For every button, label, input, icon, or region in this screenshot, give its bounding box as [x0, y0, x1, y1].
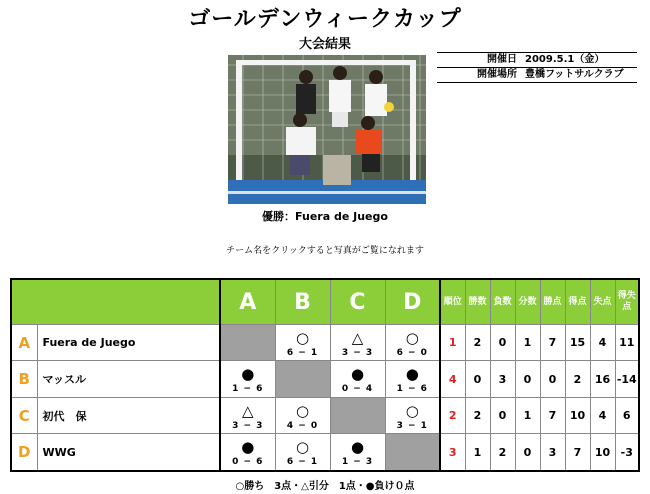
table-row	[11, 361, 639, 397]
stat-goals-against: 16	[590, 361, 615, 397]
stat-points: 3	[540, 434, 565, 471]
team-letter: B	[11, 361, 37, 397]
stat-goal-diff: -3	[615, 434, 639, 471]
col-header-c: C	[330, 279, 385, 325]
result-mark: ○	[295, 328, 310, 347]
stat-goals-for: 15	[565, 325, 590, 361]
stat-header-goal-diff: 得失点	[615, 279, 639, 325]
stat-losses: 0	[490, 397, 515, 433]
team-letter: D	[11, 434, 37, 471]
result-mark: ○	[295, 438, 310, 457]
stat-header-rank: 順位	[440, 279, 465, 325]
col-header-a: A	[220, 279, 275, 325]
result-mark: ●	[241, 438, 255, 457]
stat-header-points: 勝点	[540, 279, 565, 325]
table-header-row	[11, 279, 639, 325]
stat-draws: 1	[515, 397, 540, 433]
event-date-value: 2009.5.1（金）	[525, 54, 605, 65]
stat-points: 0	[540, 361, 565, 397]
result-mark: ○	[405, 328, 419, 347]
result-cell	[385, 325, 440, 361]
team-photo	[228, 55, 426, 204]
team-name-link[interactable]: Fuera de Juego	[37, 325, 220, 361]
stat-wins: 0	[465, 361, 490, 397]
result-score: 6 − 1	[286, 347, 319, 358]
stat-draws: 0	[515, 434, 540, 471]
stat-goals-against: 4	[590, 325, 615, 361]
result-cell-self	[330, 397, 385, 433]
stat-wins: 2	[465, 325, 490, 361]
stat-header-draws: 分数	[515, 279, 540, 325]
stat-losses: 0	[490, 325, 515, 361]
event-venue-value: 豊橋フットサルクラブ	[525, 69, 624, 80]
result-score: 1 − 3	[341, 457, 374, 468]
results-table	[10, 278, 640, 472]
result-score: 6 − 1	[286, 457, 319, 468]
stat-header-goals-for: 得点	[565, 279, 590, 325]
result-cell	[275, 397, 330, 433]
team-letter: A	[11, 325, 37, 361]
table-row	[11, 325, 639, 361]
result-score: 3 − 1	[396, 420, 428, 431]
team-photo-image	[228, 55, 426, 204]
result-mark: ●	[241, 365, 255, 384]
stat-draws: 0	[515, 361, 540, 397]
stat-rank: 4	[440, 361, 465, 397]
page-title: ゴールデンウィークカップ	[188, 7, 462, 32]
page-subtitle: 大会結果	[298, 37, 351, 52]
stat-goal-diff: 6	[615, 397, 639, 433]
result-cell	[220, 397, 275, 433]
result-cell	[385, 361, 440, 397]
col-header-d: D	[385, 279, 440, 325]
stat-losses: 2	[490, 434, 515, 471]
winner-text: 優勝：Fuera de Juego	[262, 210, 388, 223]
result-cell	[330, 325, 385, 361]
result-mark: ○	[405, 401, 419, 420]
result-mark: ●	[350, 438, 365, 457]
result-cell	[330, 434, 385, 471]
table-row	[11, 397, 639, 433]
result-mark: ○	[295, 401, 310, 420]
result-mark: ●	[350, 365, 365, 384]
stat-rank: 2	[440, 397, 465, 433]
click-note: チーム名をクリックすると写真がご覧になれます	[226, 246, 424, 256]
stat-draws: 1	[515, 325, 540, 361]
result-score: 1 − 6	[232, 384, 264, 395]
stat-wins: 2	[465, 397, 490, 433]
result-score: 3 − 3	[341, 347, 374, 358]
stat-goals-against: 4	[590, 397, 615, 433]
col-header-b: B	[275, 279, 330, 325]
result-cell	[275, 434, 330, 471]
stat-points: 7	[540, 397, 565, 433]
result-score: 6 − 0	[396, 347, 428, 358]
team-name-link[interactable]: 初代 保	[37, 397, 220, 433]
team-name-link[interactable]: WWG	[37, 434, 220, 471]
stat-header-goals-against: 失点	[590, 279, 615, 325]
result-cell	[220, 434, 275, 471]
result-cell	[385, 397, 440, 433]
stat-goals-against: 10	[590, 434, 615, 471]
result-cell-self	[385, 434, 440, 471]
stat-header-losses: 負数	[490, 279, 515, 325]
stat-points: 7	[540, 325, 565, 361]
stat-goal-diff: -14	[615, 361, 639, 397]
result-score: 1 − 6	[396, 384, 428, 395]
result-mark: △	[351, 328, 364, 347]
stat-goal-diff: 11	[615, 325, 639, 361]
result-cell	[220, 361, 275, 397]
table-row	[11, 434, 639, 471]
event-info	[437, 52, 637, 83]
team-name-link[interactable]: マッスル	[37, 361, 220, 397]
stat-goals-for: 2	[565, 361, 590, 397]
event-venue-label: 開催場所	[477, 69, 517, 80]
event-venue-row	[437, 67, 637, 83]
stat-goals-for: 10	[565, 397, 590, 433]
result-cell	[275, 325, 330, 361]
stat-losses: 3	[490, 361, 515, 397]
result-score: 3 − 3	[232, 420, 264, 431]
stat-rank: 1	[440, 325, 465, 361]
stat-goals-for: 7	[565, 434, 590, 471]
result-cell-self	[220, 325, 275, 361]
result-cell	[330, 361, 385, 397]
event-date-row	[437, 52, 637, 67]
result-score: 4 − 0	[286, 420, 319, 431]
result-score: 0 − 6	[232, 457, 264, 468]
result-mark: ●	[405, 365, 419, 384]
stat-header-wins: 勝数	[465, 279, 490, 325]
event-date-label: 開催日	[487, 54, 517, 65]
legend-text: ○勝ち 3点・△引分 1点・●負け０点	[235, 481, 415, 492]
result-mark: △	[241, 401, 254, 420]
result-score: 0 − 4	[341, 384, 374, 395]
result-cell-self	[275, 361, 330, 397]
stat-rank: 3	[440, 434, 465, 471]
stat-wins: 1	[465, 434, 490, 471]
team-letter: C	[11, 397, 37, 433]
header-blank	[11, 279, 220, 325]
